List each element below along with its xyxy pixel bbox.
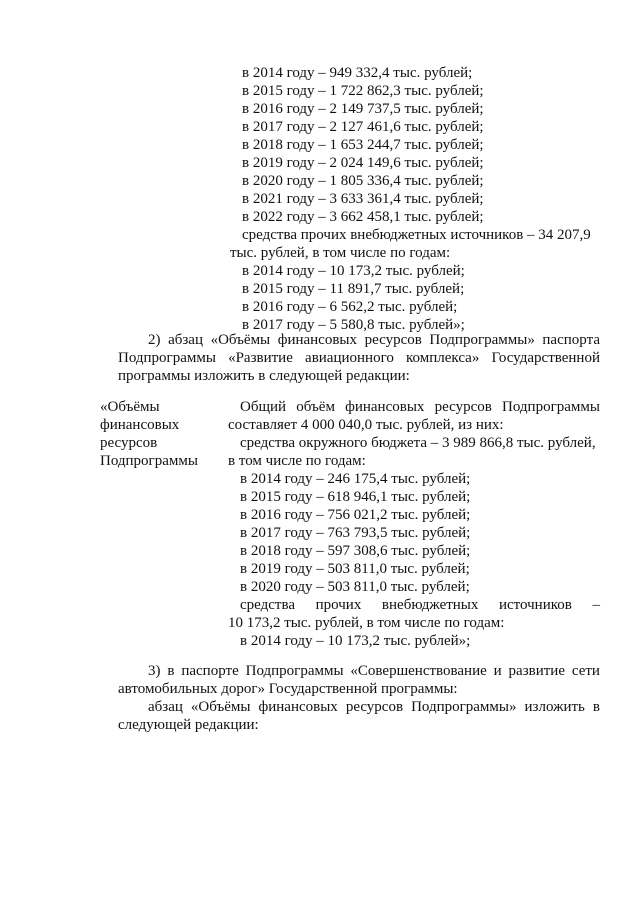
paragraph-line: программы изложить в следующей редакции: — [118, 368, 410, 384]
extrabudget-sources-line: средства прочих внебюджетных источников – 34 207,9 — [242, 227, 591, 243]
year-line: в 2014 году – 949 332,4 тыс. рублей; — [242, 65, 473, 81]
paragraph-line: абзац «Объёмы финансовых ресурсов Подпрограммы» изложить в — [148, 699, 600, 715]
paragraph-line: Подпрограммы «Развитие авиационного комплекса» Государственной — [118, 350, 600, 366]
year-line: в 2017 году – 763 793,5 тыс. рублей; — [240, 525, 471, 541]
paragraph-line: следующей редакции: — [118, 717, 259, 733]
year-line: в 2014 году – 246 175,4 тыс. рублей; — [240, 471, 471, 487]
year-line: в 2015 году – 618 946,1 тыс. рублей; — [240, 489, 471, 505]
year-line: в 2018 году – 597 308,6 тыс. рублей; — [240, 543, 471, 559]
year-line: в 2016 году – 2 149 737,5 тыс. рублей; — [242, 101, 484, 117]
year-line: в 2022 году – 3 662 458,1 тыс. рублей; — [242, 209, 484, 225]
year-line: в 2014 году – 10 173,2 тыс. рублей; — [242, 263, 465, 279]
year-line: в 2016 году – 6 562,2 тыс. рублей; — [242, 299, 458, 315]
year-line: в 2014 году – 10 173,2 тыс. рублей»; — [240, 633, 471, 649]
by-years-line: тыс. рублей, в том числе по годам: — [230, 245, 451, 261]
table-line: Общий объём финансовых ресурсов Подпрограммы — [240, 399, 600, 415]
year-line: в 2015 году – 1 722 862,3 тыс. рублей; — [242, 83, 484, 99]
year-line: в 2018 году – 1 653 244,7 тыс. рублей; — [242, 137, 484, 153]
year-line: в 2020 году – 503 811,0 тыс. рублей; — [240, 579, 470, 595]
paragraph-line: 2) абзац «Объёмы финансовых ресурсов Подпрограммы» паспорта — [148, 332, 600, 348]
table-line: средства прочих внебюджетных источников – — [240, 597, 600, 613]
table-line: средства окружного бюджета – 3 989 866,8 тыс. рублей, — [240, 435, 596, 451]
paragraph-line: автомобильных дорог» Государственной программы: — [118, 681, 458, 697]
year-line: в 2019 году – 503 811,0 тыс. рублей; — [240, 561, 470, 577]
year-line: в 2020 году – 1 805 336,4 тыс. рублей; — [242, 173, 484, 189]
year-line: в 2017 году – 5 580,8 тыс. рублей»; — [242, 317, 465, 333]
paragraph-line: 3) в паспорте Подпрограммы «Совершенствование и развитие сети — [148, 663, 600, 679]
year-line: в 2016 году – 756 021,2 тыс. рублей; — [240, 507, 471, 523]
table-label: ресурсов — [100, 435, 158, 451]
table-line: составляет 4 000 040,0 тыс. рублей, из них: — [228, 417, 504, 433]
table-label: финансовых — [100, 417, 180, 433]
table-label: «Объёмы — [100, 399, 160, 415]
table-label: Подпрограммы — [100, 453, 198, 469]
year-line: в 2021 году – 3 633 361,4 тыс. рублей; — [242, 191, 484, 207]
table-line: в том числе по годам: — [228, 453, 366, 469]
year-line: в 2015 году – 11 891,7 тыс. рублей; — [242, 281, 465, 297]
year-line: в 2019 году – 2 024 149,6 тыс. рублей; — [242, 155, 484, 171]
table-line: 10 173,2 тыс. рублей, в том числе по годам: — [228, 615, 505, 631]
year-line: в 2017 году – 2 127 461,6 тыс. рублей; — [242, 119, 484, 135]
